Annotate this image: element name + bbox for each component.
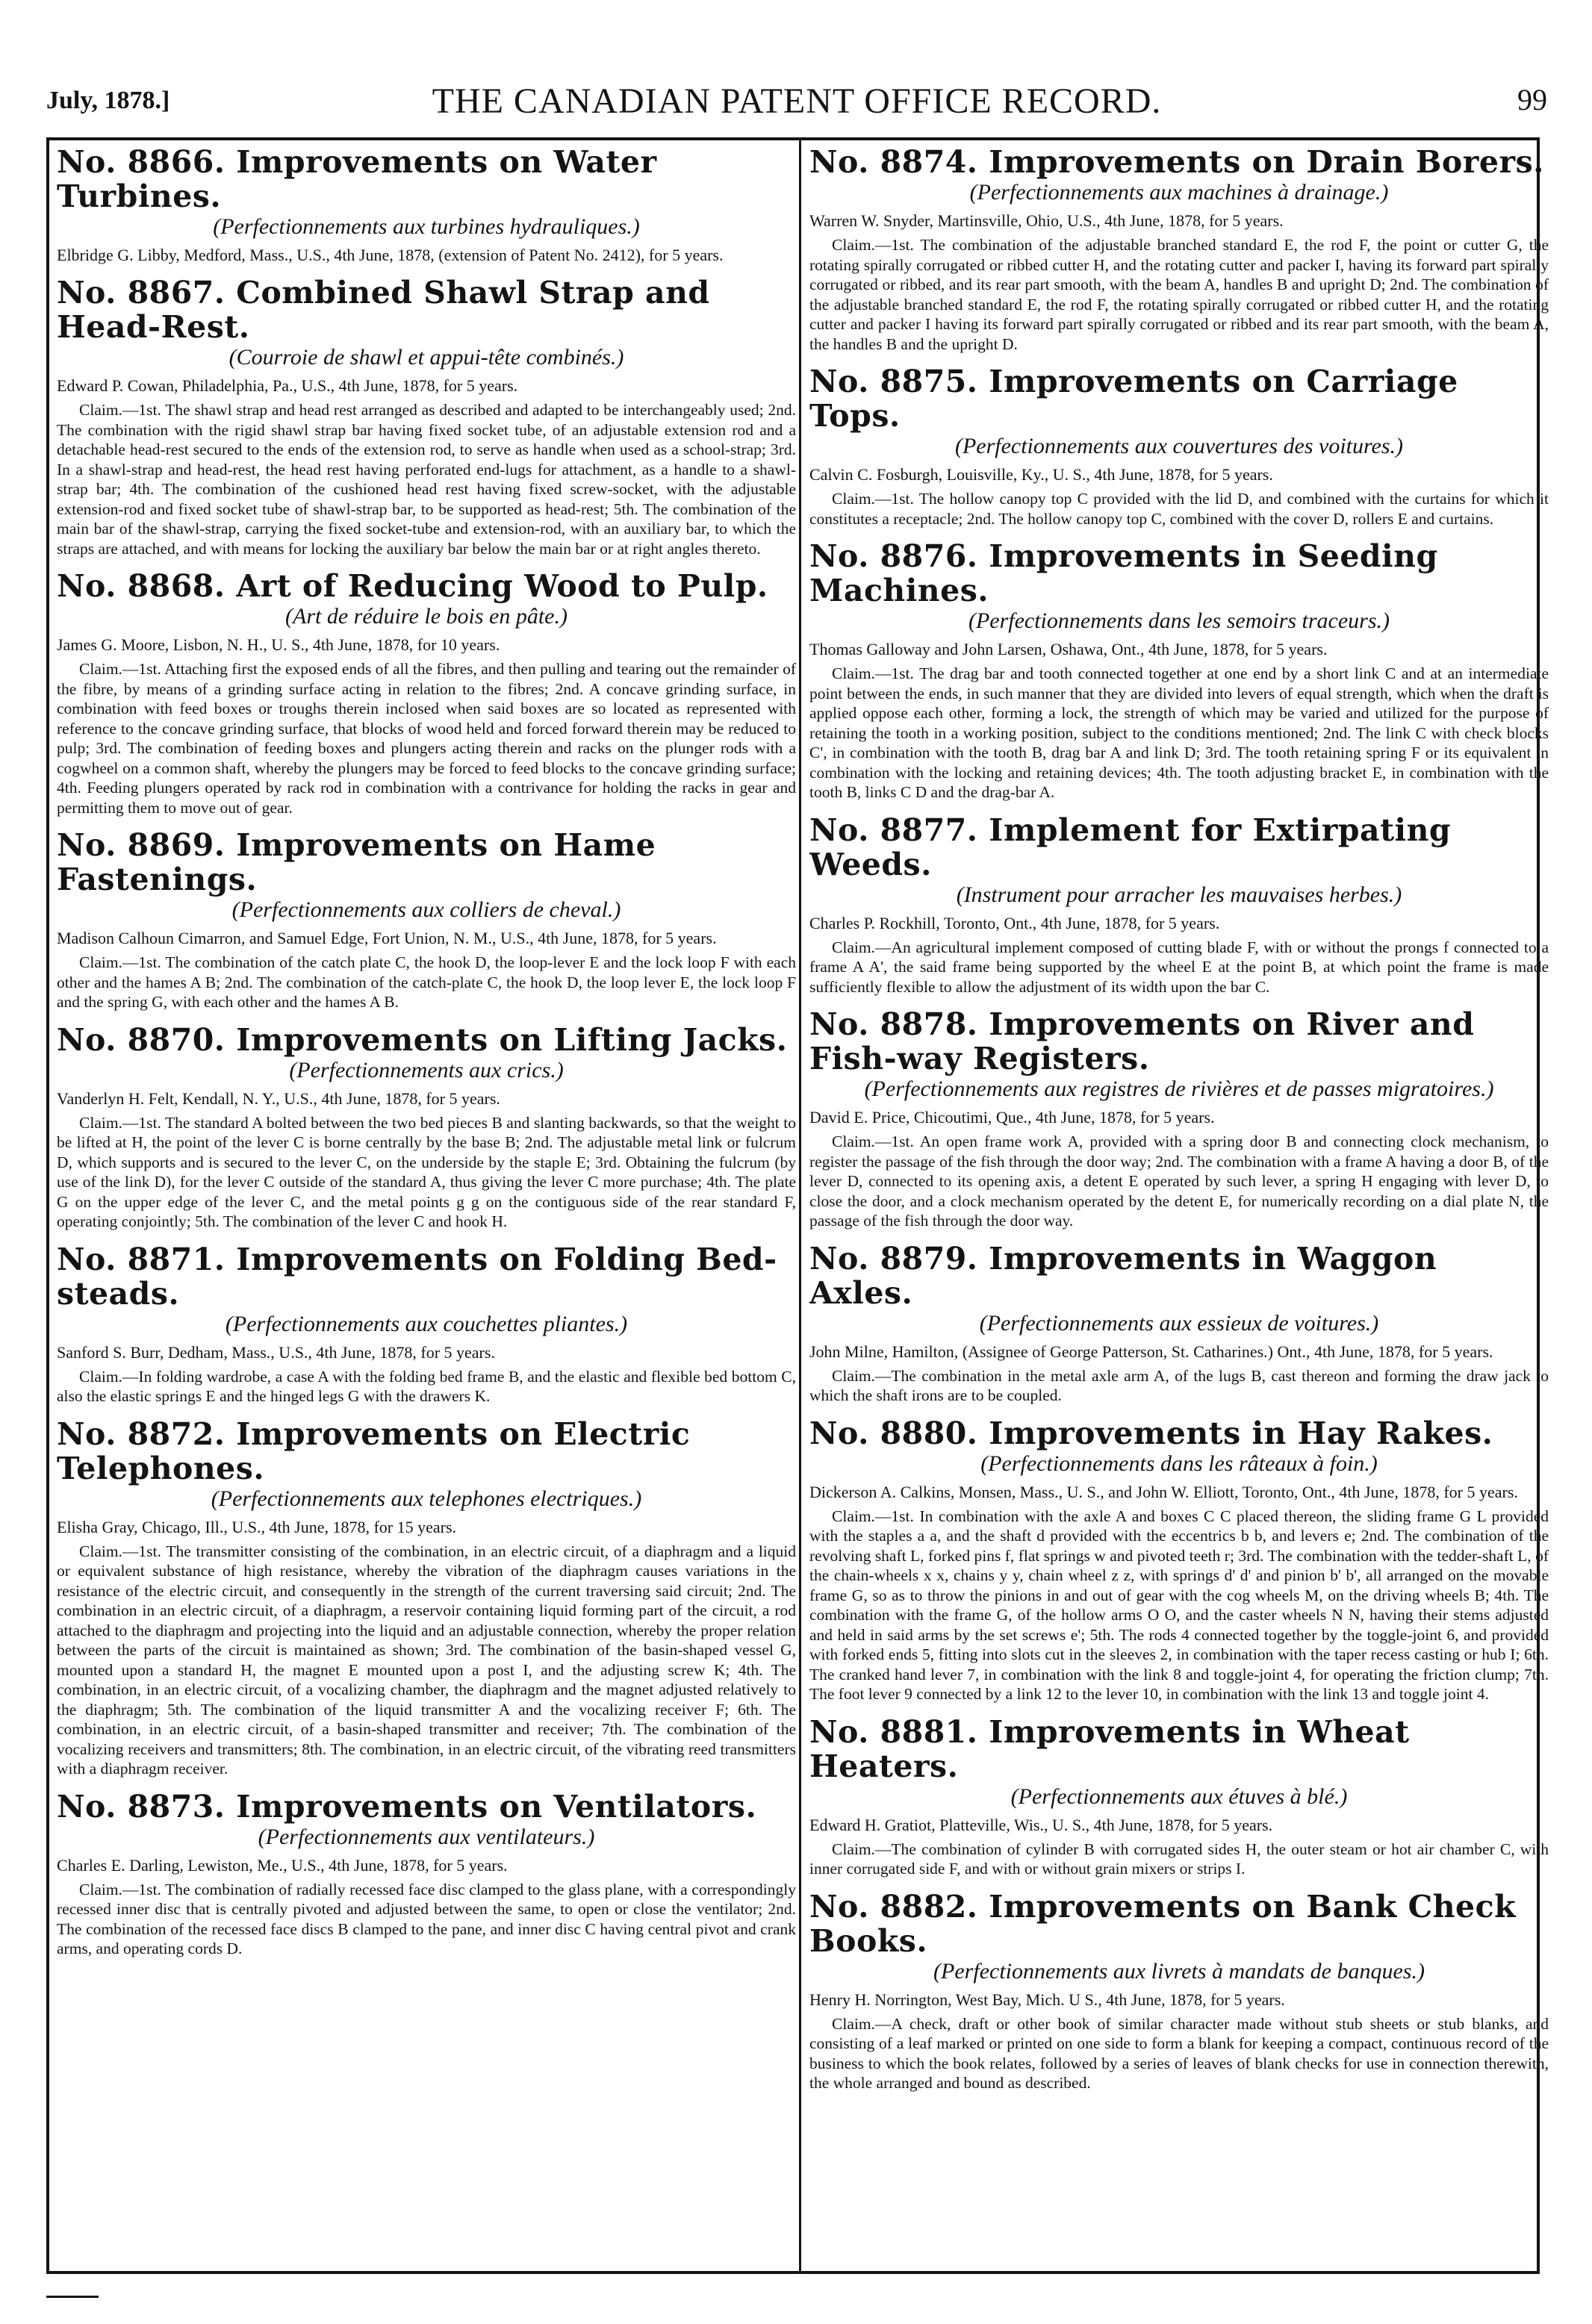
patent-claim: Claim.—1st. The combination of radially recessed face disc clamped to the glass plane, with a correspondingly recessed inner disc that is centrally pivoted and adjusted between the same, to open or close the ventilator; 2nd. The combination of the recessed face discs B clamped to the pane, and inner disc C having central pivot and crank arms, and operating cords D.	[57, 1880, 796, 1957]
patent-entry-8870	[57, 1023, 796, 1232]
page-header	[46, 81, 1547, 133]
patent-entry-8874	[809, 145, 1549, 354]
patent-claim: Claim.—A check, draft or other book of similar character made without stub sheets or stub blanks, and consisting of a leaf marked or printed on one side to form a blank for keeping a compact, continuous record of the business to which the book relates, followed by a series of leaves of blank checks for use in connection therewith, the whole arranged and bound as described.	[809, 2014, 1549, 2092]
patent-title: No. 8866. Improvements on Water Turbines.	[57, 145, 657, 214]
patent-title: No. 8871. Improvements on Folding Bed-steads.	[57, 1241, 777, 1312]
patent-title: No. 8867. Combined Shawl Strap and Head-Rest.	[57, 275, 710, 345]
patent-title: No. 8869. Improvements on Hame Fastenings.	[57, 827, 656, 897]
patent-title: No. 8870. Improvements on Lifting Jacks.	[57, 1021, 788, 1058]
patent-claim: Claim.—1st. The transmitter consisting of the combination, in an electric circuit, of a diaphragm and a liquid or equivalent substance of high resistance, whereby the vibration of the diaphragm causes variations in the resistance of the electric circuit, and consequently in the strength of the current traversing said circuit; 2nd. The combination in an electric circuit, of a diaphragm, a reservoir containing liquid forming part of the circuit, a rod attached to the diaphragm and projecting into the liquid and an adjustable connection, whereby the proper relation between the parts of the circuit is maintained as shown; 3rd. The combination of the basin-shaped vessel G, mounted upon a standard H, the magnet E mounted upon a post I, and the adjusting screw K; 4th. The combination, in an electric circuit, of a vocalizing chamber, the diaphragm and the magnet adjusted relatively to the diaphragm; 5th. The combination of the liquid transmitter A and the vocalizing receiver F; 6th. The combination, in an electric circuit, of a basin-shaped transmitter and receiver; 7th. The combination of the vocalizing receivers and transmitters; 8th. The combination, in an electric circuit, of the vibrating reed transmitters with a diaphragm receiver.	[57, 1542, 796, 1778]
patent-title: No. 8880. Improvements in Hay Rakes.	[809, 1415, 1493, 1451]
left-column	[57, 145, 796, 2250]
patent-title: No. 8873. Improvements on Ventilators.	[57, 1788, 757, 1825]
patent-title-french: (Perfectionnements aux ventilateurs.)	[258, 1824, 595, 1849]
patent-title: No. 8874. Improvements on Drain Borers.	[809, 145, 1544, 180]
patent-claim: Claim.—1st. The shawl strap and head rest arranged as described and adapted to be interchangeably used; 2nd. The combination with the rigid shawl strap bar having fixed socket tube, of an adjustable extension rod and a detachable head-rest secured to the ends of the extension rod, to serve as handle when used as a school-strap; 3rd. In a shawl-strap and head-rest, the head rest having perforated end-lugs for attachment, as a handle to a shawl-strap bar; 4th. The combination of the cushioned head rest having fixed screw-socket, with the adjustable extension-rod and fixed socket tube of shawl-strap bar, to be supported as head-rest; 5th. The combination of the main bar of the shawl-strap, carrying the fixed socket-tube and extension-rod, with an auxiliary bar, to which the straps are attached, and with means for locking the auxiliary bar below the main bar or at right angles thereto.	[57, 401, 796, 558]
patent-title: No. 8878. Improvements on River and Fish-way Registers.	[809, 1006, 1475, 1077]
patent-claim: Claim.—1st. The combination of the catch plate C, the hook D, the loop-lever E and the lock loop F with each other and the hames A B; 2nd. The combination of the catch-plate C, the hook D, the loop lever E, the lock loop F and the spring G, with each other and the hames A B.	[57, 953, 796, 1011]
patent-title-french: (Perfectionnements aux couvertures des voitures.)	[954, 434, 1404, 458]
patent-claim: Claim.—1st. The standard A bolted between the two bed pieces B and slanting backwards, so that the weight to be lifted at H, the point of the lever C is borne centrally by the base B; 2nd. The adjustable metal link or fulcrum D, which supports and is secured to the lever C, on the underside by the staple E; 3rd. Obtaining the fulcrum (by use of the link D), for the lever C outside of the standard A, thus giving the lever C more purchase; 4th. The plate G on the upper edge of the lever C, and the metal points g g on the contiguous side of the rear standard F, operating conjointly; 5th. The combination of the lever C and hook H.	[57, 1113, 796, 1230]
patent-entry-8875	[809, 364, 1549, 529]
patent-entry-8882	[809, 1890, 1549, 2093]
patentee-info: Charles P. Rockhill, Toronto, Ont., 4th June, 1878, for 5 years.	[809, 913, 1220, 932]
patent-title: No. 8868. Art of Reducing Wood to Pulp.	[57, 568, 768, 604]
patent-title-french: (Perfectionnements aux turbines hydrauliques.)	[213, 214, 640, 239]
patent-title: No. 8875. Improvements on Carriage Tops.	[809, 364, 1458, 434]
patent-title-french: (Perfectionnements aux colliers de cheval.)	[231, 897, 621, 922]
patent-title-french: (Perfectionnements aux essieux de voitures.)	[979, 1310, 1379, 1336]
patent-title-french: (Perfectionnements aux crics.)	[289, 1057, 564, 1082]
patent-title-french: (Perfectionnements aux étuves à blé.)	[1010, 1784, 1348, 1809]
patent-entry-8879	[809, 1242, 1549, 1406]
patent-claim: Claim.—The combination of cylinder B with corrugated sides H, the outer steam or hot air chamber C, with inner corrugated side F, and with or without grain mixers or strips I.	[809, 1839, 1549, 1878]
patent-claim: Claim.—1st. An open frame work A, provided with a spring door B and connecting clock mechanism, to register the passage of the fish through the door way; 2nd. The combination with a frame A having a door B, of the lever D, connected to its opening axis, a detent E operated by such lever, a spring H engaging with lever D, to close the door, and a clock mechanism operated by the detent E, for numerically recording on a dial plate N, the passage of the fish through the door way.	[809, 1133, 1549, 1230]
patent-entry-8868	[57, 569, 796, 817]
patent-claim: Claim.—1st. The hollow canopy top C provided with the lid D, and combined with the curtains for which it constitutes a receptacle; 2nd. The hollow canopy top C, combined with the cover D, rollers E and curtains.	[809, 490, 1549, 528]
patent-title-french: (Perfectionnements aux machines à drainage.)	[969, 180, 1389, 205]
patentee-info: David E. Price, Chicoutimi, Que., 4th June, 1878, for 5 years.	[809, 1108, 1215, 1127]
patent-title-french: (Perfectionnements aux couchettes pliantes.)	[225, 1311, 628, 1336]
patent-claim: Claim.—In folding wardrobe, a case A with the folding bed frame B, and the elastic and flexible bed bottom C, also the elastic springs E and the hinged legs G with the drawers K.	[57, 1367, 796, 1405]
patent-claim: Claim.—1st. In combination with the axle A and boxes C C placed thereon, the sliding frame G L provided with the staples a a, and the shaft d provided with the eccentrics b b, and levers e; 2nd. The combination of the revolving shaft L, forked pins f, flat springs w and pivoted teeth r; 3rd. The combination with the tedder-shaft L, of the chain-wheels x x, chains y y, chain wheel z z, with springs d' d' and pinion b' b', all arranged on the movable frame G, so as to throw the pinions in and out of gear with the cog wheels M, on the driving wheels B; 4th. The combination with the frame G, of the hollow arms O O, and the caster wheels N N, having their stems adjusted and held in said arms by the set screws e'; 5th. The rods 4 connected together by the toggle-joint 6, and provided with forked ends 5, fitting into slots cut in the sleeves 2, in combination with the taper recess casting or hub I; 6th. The cranked hand lever 7, in combination with the link 8 and toggle-joint 4, for operating the friction clump; 7th. The foot lever 9 connected by a link 12 to the lever 10, in combination with the link 13 and toggle joint 4.	[809, 1507, 1549, 1703]
page-number: 99	[1517, 83, 1547, 116]
patent-entry-8871	[57, 1242, 796, 1406]
patent-title-french: (Perfectionnements aux registres de rivières et de passes migratoires.)	[864, 1077, 1494, 1101]
patent-claim: Claim.—1st. Attaching first the exposed ends of all the fibres, and then pulling and tearing out the remainder of the fibre, by means of a grinding surface acting in relation to the fibres; 2nd. A concave grinding surface, in combination with feed boxes or troughs therein inclosed when said boxes are so located as represented with reference to the concave grinding surface, that blocks of wood held and forced forward therein may be reduced to pulp; 3rd. The combination of feeding boxes and plungers acting therein and racks on the plunger rods with a cogwheel on a common shaft, whereby the plungers may be forced to feed blocks to the concave grinding surface; 4th. Feeding plungers operated by rack rod in combination with a contrivance for holding the racks in gear and permitting them to move out of gear.	[57, 660, 796, 817]
patentee-info: James G. Moore, Lisbon, N. H., U. S., 4th June, 1878, for 10 years.	[57, 635, 500, 654]
patentee-info: Charles E. Darling, Lewiston, Me., U.S., 4th June, 1878, for 5 years.	[57, 1855, 508, 1875]
patent-entry-8876	[809, 539, 1549, 803]
patentee-info: Dickerson A. Calkins, Monsen, Mass., U. S., and John W. Elliott, Toronto, Ont., 4th June, 1878, for 5 years.	[809, 1482, 1518, 1501]
patent-entry-8881	[809, 1715, 1549, 1879]
patent-entry-8880	[809, 1416, 1549, 1704]
patent-claim: Claim.—The combination in the metal axle arm A, of the lugs B, cast thereon and forming the draw jack to which the shaft irons are to be coupled.	[809, 1366, 1549, 1404]
patent-title-french: (Courroie de shawl et appui-tête combinés.)	[228, 345, 624, 370]
patentee-info: Edward H. Gratiot, Platteville, Wis., U. S., 4th June, 1878, for 5 years.	[809, 1815, 1273, 1834]
patent-entry-8877	[809, 813, 1549, 997]
right-column	[809, 145, 1549, 2250]
patent-title-french: (Perfectionnements dans les râteaux à foin.)	[980, 1451, 1378, 1476]
patentee-info: Thomas Galloway and John Larsen, Oshawa, Ont., 4th June, 1878, for 5 years.	[809, 640, 1328, 658]
column-divider	[799, 140, 801, 2271]
patent-title-french: (Perfectionnements aux livrets à mandats de banques.)	[933, 1958, 1425, 1984]
patent-title-french: (Perfectionnements aux telephones electriques.)	[211, 1486, 642, 1511]
patent-entry-8867	[57, 275, 796, 558]
patent-title-french: (Instrument pour arracher les mauvaises herbes.)	[956, 882, 1402, 907]
patent-claim: Claim.—1st. The combination of the adjustable branched standard E, the rod F, the point or cutter G, the rotating spirally corrugated or ribbed cutter H, and the rotating cutter and packer I, having its forward part spirally corrugated or ribbed, and its rear part smooth, with the beam A, handles B and upright D; 2nd. The combination of the adjustable branched standard E, the rod F, the rotating spirally corrugated or ribbed cutter H, and the rotating cutter and packer I having its forward part spirally corrugated or ribbed and its rear part smooth, with the beam A, the handles B and the upright D.	[809, 236, 1549, 353]
patent-title-french: (Art de réduire le bois en pâte.)	[285, 604, 568, 629]
patentee-info: Henry H. Norrington, West Bay, Mich. U S., 4th June, 1878, for 5 years.	[809, 1990, 1285, 2009]
footer-rule	[46, 2296, 99, 2298]
patent-title: No. 8879. Improvements in Waggon Axles.	[809, 1240, 1437, 1311]
patent-entry-8873	[57, 1789, 796, 1959]
patentee-info: Madison Calhoun Cimarron, and Samuel Edge, Fort Union, N. M., U.S., 4th June, 1878, for 5 years.	[57, 929, 717, 947]
patent-entry-8872	[57, 1417, 796, 1779]
publication-title: THE CANADIAN PATENT OFFICE RECORD.	[432, 81, 1162, 121]
patentee-info: Elbridge G. Libby, Medford, Mass., U.S., 4th June, 1878, (extension of Patent No. 2412), for 5 years.	[57, 246, 724, 264]
patentee-info: Warren W. Snyder, Martinsville, Ohio, U.S., 4th June, 1878, for 5 years.	[809, 211, 1284, 230]
patentee-info: Sanford S. Burr, Dedham, Mass., U.S., 4th June, 1878, for 5 years.	[57, 1342, 495, 1362]
patent-claim: Claim.—1st. The drag bar and tooth connected together at one end by a short link C and at an intermediate point between the ends, in such manner that they are divided into levers of equal strength, which when the draft is applied oppose each other, forming a lock, the strength of which may be varied and utilized for the purpose of retaining the tooth in a working position, subject to the conditions mentioned; 2nd. The link C with check blocks C', in combination with the tooth B, drag bar A and link D; 3rd. The tooth retaining spring F or its equivalent in combination with the locking and retaining devices; 4th. The tooth adjusting bracket E, in combination with the tooth B, links C D and the drag-bar A.	[809, 664, 1549, 801]
patentee-info: John Milne, Hamilton, (Assignee of George Patterson, St. Catharines.) Ont., 4th June, 1878, for 5 years.	[809, 1342, 1493, 1361]
patent-title: No. 8872. Improvements on Electric Telephones.	[57, 1415, 691, 1486]
patent-entry-8878	[809, 1007, 1549, 1231]
patent-title: No. 8876. Improvements in Seeding Machines.	[809, 538, 1438, 608]
patent-title: No. 8877. Implement for Extirpating Weeds.	[809, 811, 1452, 882]
patent-entry-8869	[57, 828, 796, 1012]
patentee-info: Edward P. Cowan, Philadelphia, Pa., U.S., 4th June, 1878, for 5 years.	[57, 376, 518, 395]
patent-title-french: (Perfectionnements dans les semoirs traceurs.)	[968, 608, 1390, 633]
issue-date: July, 1878.]	[46, 87, 170, 114]
patentee-info: Vanderlyn H. Felt, Kendall, N. Y., U.S., 4th June, 1878, for 5 years.	[57, 1088, 500, 1108]
patent-title: No. 8881. Improvements in Wheat Heaters.	[809, 1713, 1410, 1784]
patentee-info: Elisha Gray, Chicago, Ill., U.S., 4th June, 1878, for 15 years.	[57, 1517, 457, 1536]
patentee-info: Calvin C. Fosburgh, Louisville, Ky., U. S., 4th June, 1878, for 5 years.	[809, 465, 1273, 484]
patent-title: No. 8882. Improvements on Bank Check Books.	[809, 1888, 1517, 1959]
patent-claim: Claim.—An agricultural implement composed of cutting blade F, with or without the prongs f connected to a frame A A', the said frame being supported by the wheel E at the point B, at which point the frame is made sufficiently flexible to allow the adjustment of its width upon the bar C.	[809, 938, 1549, 996]
patent-entry-8866	[57, 145, 796, 265]
